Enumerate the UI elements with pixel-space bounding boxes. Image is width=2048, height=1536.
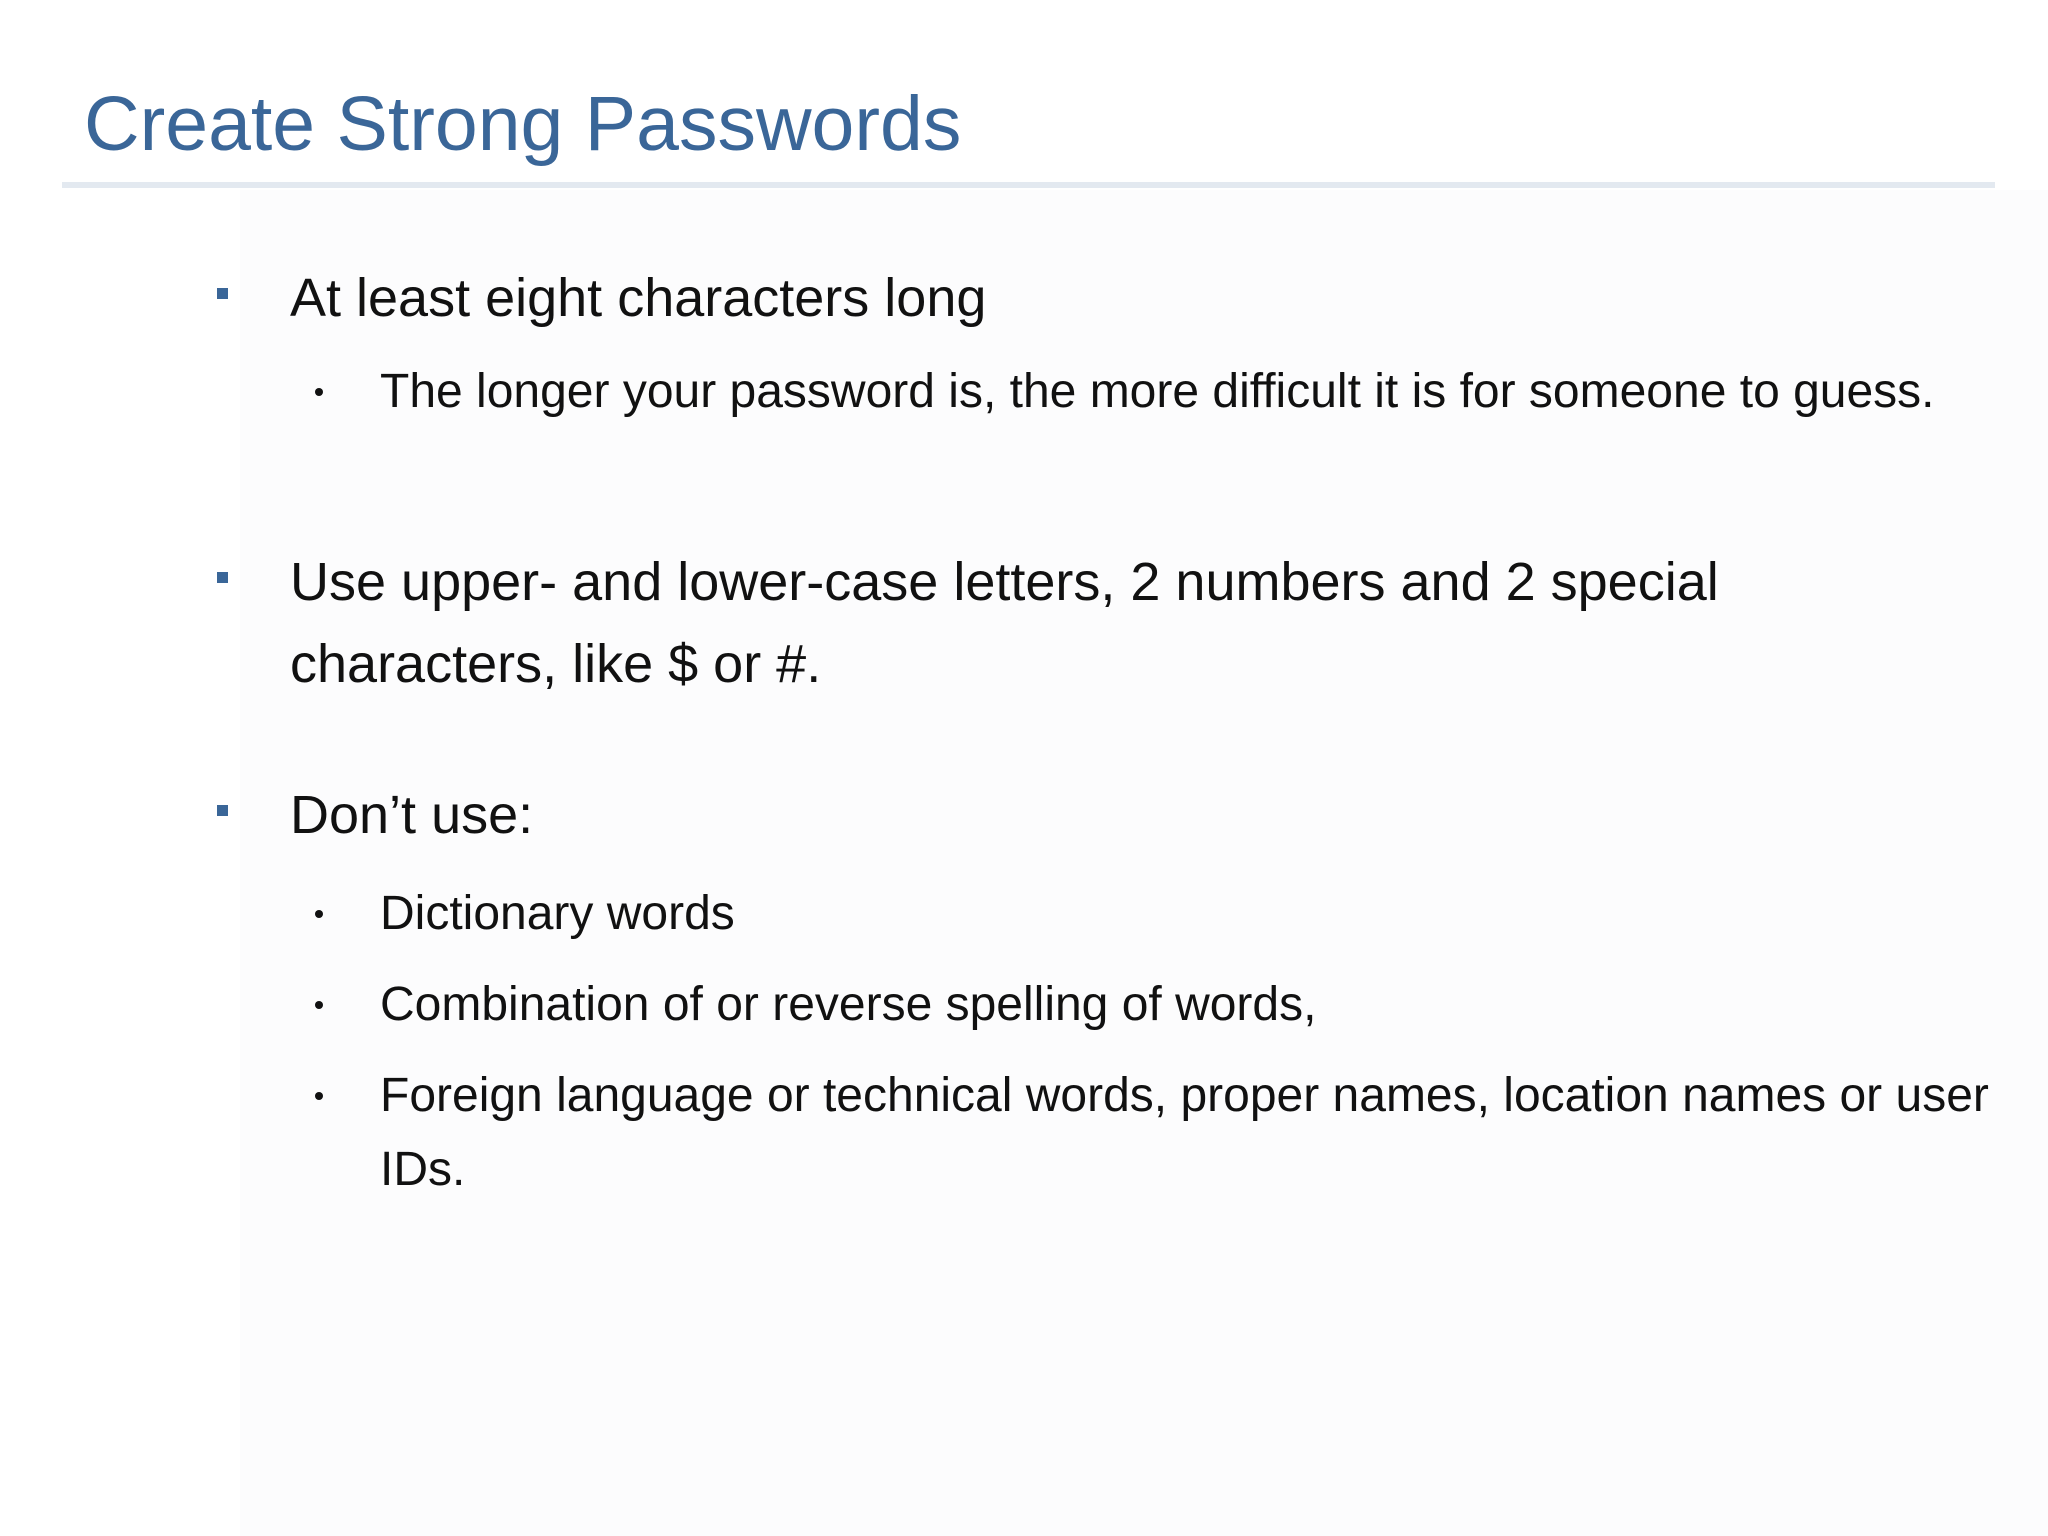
bullet-item-eight-characters: At least eight characters long <box>290 268 987 328</box>
subitem-combination-words: Combination of or reverse spelling of words, <box>380 978 1317 1031</box>
bullet-item-dont-use: Don’t use: <box>290 785 534 845</box>
subitem-longer-password: The longer your password is, the more difficult it is for someone to guess. <box>380 365 1935 418</box>
subitem-foreign-language: Foreign language or technical words, proper names, location names or user IDs. <box>380 1069 1989 1196</box>
square-bullet-icon <box>217 288 228 299</box>
dot-bullet-icon <box>315 1001 323 1009</box>
bullet-item-mixed-characters: Use upper- and lower-case letters, 2 numbers and 2 special characters, like $ or #. <box>290 552 1719 694</box>
slide-title: Create Strong Passwords <box>84 81 962 167</box>
dot-bullet-icon <box>315 1092 323 1100</box>
subitem-dictionary-words: Dictionary words <box>380 887 735 940</box>
dot-bullet-icon <box>315 388 323 396</box>
dot-bullet-icon <box>315 910 323 918</box>
square-bullet-icon <box>217 805 228 816</box>
square-bullet-icon <box>217 572 228 583</box>
